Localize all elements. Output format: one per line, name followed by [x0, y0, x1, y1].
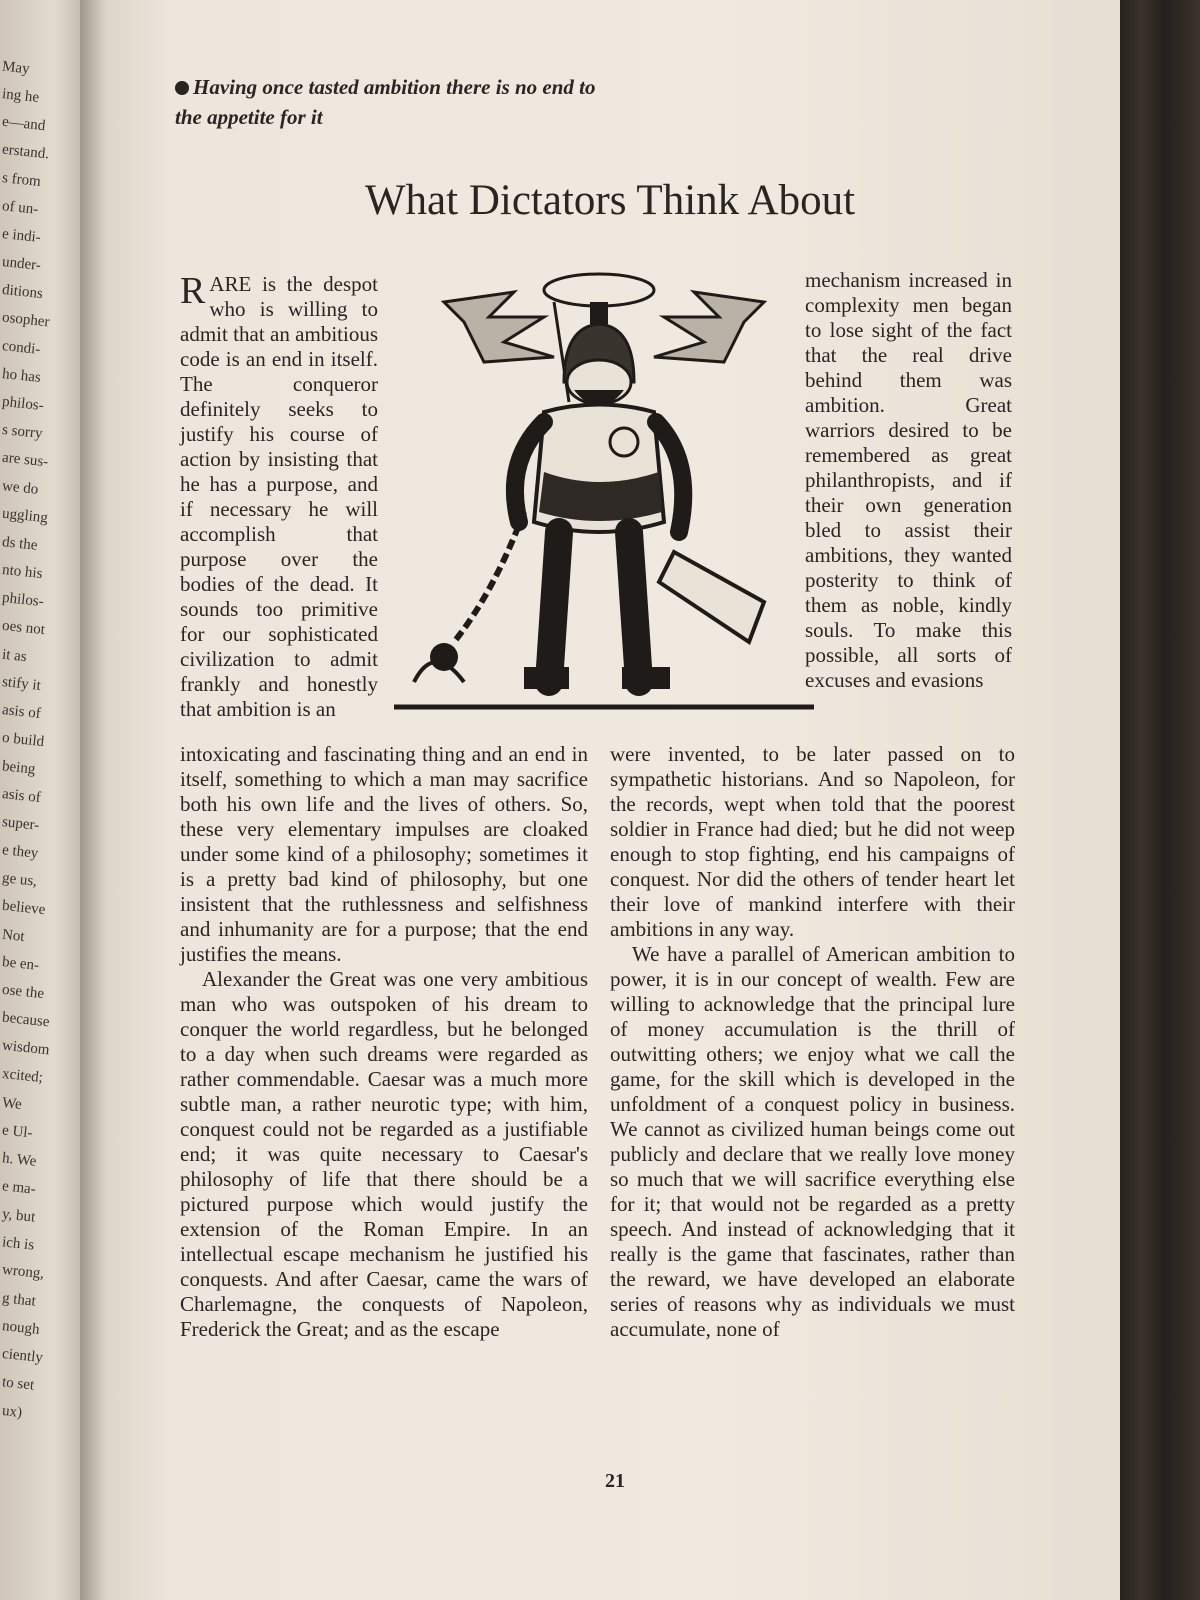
facing-page-text-fragment: nto his [1, 561, 44, 583]
facing-page-text-fragment: wisdom [1, 1037, 51, 1059]
facing-page-text-fragment: to set [1, 1374, 35, 1394]
facing-page-text-fragment: ing he [1, 86, 40, 106]
armored-conqueror-illustration [394, 262, 814, 742]
facing-page-text-fragment: e indi- [1, 226, 42, 246]
facing-page-text-fragment: asis of [1, 786, 42, 806]
facing-page-text-fragment: ds the [1, 534, 39, 554]
facing-page-text-fragment: ich is [1, 1234, 35, 1254]
facing-page-text-fragment: we do [1, 478, 40, 498]
facing-page-text-fragment: because [1, 1009, 51, 1031]
facing-page-text-fragment: ose the [1, 981, 45, 1003]
facing-page-text-fragment: May [1, 58, 31, 78]
facing-page-text-fragment: y, but [1, 1206, 37, 1226]
right-paragraph-1: were invented, to be later passed on to sympathetic historians. And so Napoleon, for the records, wept when told that the poorest soldier in France had died; but he did not weep enough to stop fighting, end his campaigns of conquest. Nor did the others of tender heart let their love of mankind interfere with their ambitions in any way. [610, 742, 1015, 941]
facing-page-text-fragment: ciently [1, 1345, 44, 1367]
facing-page-text-fragment: g that [1, 1290, 37, 1310]
facing-page-text-fragment: be en- [1, 954, 40, 974]
left-paragraph-2: Alexander the Great was one very ambitious man who was outspoken of his dream to conquer the world regardless, but he belonged to a day when such dreams were regarded as rather commendable. Caesar was a much more subtle man, a rather neurotic type; with him, conquest could not be regarded as a justifiable end; it was quite necessary to Caesar's philosophy of life that there should be a pictured purpose which would justify the extension of the Roman Empire. In an intellectual escape mechanism he justified his conquests. And after Caesar, came the wars of Charlemagne, the conquests of Napoleon, Frederick the Great; and as the escape [180, 967, 588, 1341]
facing-page-text-fragment: ux) [1, 1403, 23, 1422]
facing-page-text-fragment: being [1, 758, 37, 778]
facing-page-text-fragment: Not [1, 926, 26, 946]
page-number: 21 [605, 1470, 625, 1492]
drop-cap: R [180, 270, 206, 312]
wood-background [1110, 0, 1200, 1600]
right-column [610, 742, 1015, 1342]
facing-page-text-fragment: under- [1, 254, 42, 274]
facing-page-text-fragment: uggling [1, 505, 49, 527]
facing-page-text-fragment: e Ul- [1, 1122, 34, 1142]
facing-page-text-fragment: xcited; [1, 1065, 44, 1087]
facing-page-text-fragment: h. We [1, 1150, 38, 1170]
facing-page-text-fragment: philos- [1, 393, 45, 415]
facing-page-text-fragment: We [1, 1095, 23, 1113]
facing-page-text-fragment: believe [1, 897, 47, 919]
facing-page-edge [0, 0, 90, 1600]
right-wrap-text: mechanism increased in complexity men began to lose sight of the fact that the real drive behind them was ambition. Great warriors desired to be remembered as great philanthropists, and if their own generation bled to assist their ambitions, they wanted posterity to think of them as noble, kindly souls. To make this possible, all sorts of excuses and evasions [805, 268, 1012, 692]
kicker-deck [175, 72, 615, 132]
facing-page-text-fragment: asis of [1, 702, 42, 722]
facing-page-text-fragment: ge us, [1, 870, 38, 890]
intro-wrap-right [805, 268, 1012, 693]
facing-page-text-fragment: of un- [1, 198, 40, 218]
facing-page-text-fragment: are sus- [1, 449, 49, 471]
facing-page-text-fragment: s from [1, 170, 42, 190]
facing-page-text-fragment: e ma- [1, 1178, 37, 1198]
intro-wrap-left [180, 272, 378, 722]
facing-page-text-fragment: osopher [1, 309, 51, 331]
facing-page-text-fragment: e they [1, 842, 40, 862]
article-title: What Dictators Think About [364, 177, 856, 224]
facing-page-text-fragment: oes not [1, 617, 46, 639]
facing-page-text-fragment: s sorry [1, 421, 44, 443]
right-paragraph-2: We have a parallel of American ambition to power, it is in our concept of wealth. Few are willing to acknowledge that the principal lure of money accumulation is the thrill of outwitting others; we enjoy what we call the game, for the skill which is developed in the unfoldment of a conquest policy in business. We cannot as civilized human beings come out publicly and declare that we really love money so much that we will sacrifice everything else for it; that would not be regarded as a pretty speech. And instead of acknowledging that it really is the game that fascinates, rather than the reward, we have developed an elaborate series of reasons why as individuals we must accumulate, none of [610, 942, 1015, 1341]
facing-page-text-fragment: ho has [1, 366, 42, 386]
facing-page-text-fragment: erstand. [1, 141, 50, 163]
facing-page-text-fragment: stify it [1, 674, 42, 694]
left-column [180, 742, 588, 1342]
facing-page-text-fragment: it as [1, 646, 28, 666]
facing-page-text-fragment: wrong, [1, 1261, 45, 1283]
intro-text: ARE is the despot who is willing to admit that an ambitious code is an end in itself. The conqueror definitely seeks to justify his course of action by insisting that he has a purpose, and if necessary he will accomplish that purpose over the bodies of the dead. It sounds too primitive for our sophisticated civilization to admit frankly and honestly that ambition is an [180, 272, 378, 721]
facing-page-text-fragment: e—and [1, 113, 47, 135]
facing-page-text-fragment: super- [1, 814, 40, 834]
facing-page-text-fragment: philos- [1, 589, 45, 611]
kicker-text: Having once tasted ambition there is no end to the appetite for it [175, 75, 596, 129]
facing-page-text-fragment: ditions [1, 281, 44, 303]
left-paragraph-1: intoxicating and fascinating thing and an end in itself, something to which a man may sacrifice both his own life and the lives of others. So, these very elementary impulses are cloaked under some kind of a philosophy; sometimes it is a pretty bad kind of philosophy, but one insistent that the ruthlessness and selfishness and inhumanity are for a purpose; that the end justifies the means. [180, 742, 588, 966]
facing-page-text-fragment: nough [1, 1318, 41, 1338]
bullet-icon [175, 81, 189, 95]
facing-page-text-fragment: o build [1, 729, 45, 751]
facing-page-text-fragment: condi- [1, 338, 42, 358]
